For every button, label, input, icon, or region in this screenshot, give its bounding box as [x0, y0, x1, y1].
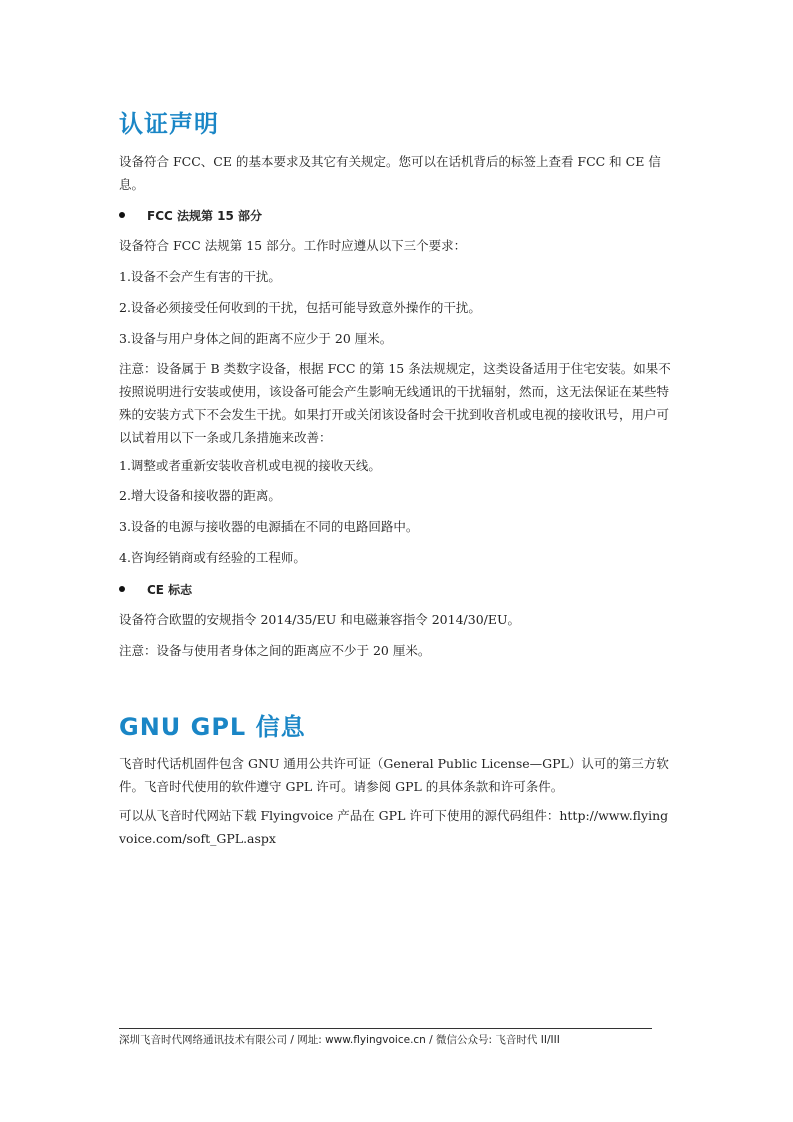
fcc-note-paragraph: 注意：设备属于 B 类数字设备，根据 FCC 的第 15 条法规规定，这类设备适用于住宅安装。如果不按照说明进行安装或使用，该设备可能会产生影响无线通讯的干扰辐射，然而，这无法保证在某些特殊的安装方式下不会发生干扰。如果打开或关闭该设备时会干扰到收音机或电视的接收讯号，用户可以试着用以下一条或几条措施来改善： [119, 361, 671, 445]
measure-item: 4.咨询经销商或有经验的工程师。 [119, 550, 306, 565]
section-title-gpl: GNU GPL 信息 [119, 713, 306, 741]
requirement-item: 1.设备不会产生有害的干扰。 [119, 269, 281, 284]
measure-item: 2.增大设备和接收器的距离。 [119, 488, 281, 503]
fcc-bullet-heading [119, 204, 262, 228]
page-footer: 深圳飞音时代网络通讯技术有限公司 / 网址: www.flyingvoice.cn / 微信公众号: 飞音时代 II/III [119, 1034, 560, 1046]
fcc-heading-text: FCC 法规第 15 部分 [147, 209, 263, 223]
gpl-download-paragraph: 可以从飞音时代网站下载 Flyingvoice 产品在 GPL 许可下使用的源代码组件：http://www.flyingvoice.com/soft_GPL.aspx [119, 808, 669, 846]
footer-divider [119, 1028, 652, 1029]
fcc-paragraph: 设备符合 FCC 法规第 15 部分。工作时应遵从以下三个要求： [119, 238, 467, 253]
ce-bullet-heading [119, 578, 192, 602]
measure-item: 3.设备的电源与接收器的电源插在不同的电路回路中。 [119, 519, 419, 534]
intro-paragraph: 设备符合 FCC、CE 的基本要求及其它有关规定。您可以在话机背后的标签上查看 FCC 和 CE 信息。 [119, 154, 661, 192]
requirement-item: 3.设备与用户身体之间的距离不应少于 20 厘米。 [119, 331, 393, 346]
bullet-icon [119, 586, 125, 592]
bullet-icon [119, 212, 125, 218]
section-title-certification: 认证声明 [119, 110, 219, 138]
ce-paragraph: 设备符合欧盟的安规指令 2014/35/EU 和电磁兼容指令 2014/30/EU。 [119, 612, 521, 627]
ce-note-paragraph: 注意：设备与使用者身体之间的距离应不少于 20 厘米。 [119, 643, 431, 658]
requirement-item: 2.设备必须接受任何收到的干扰，包括可能导致意外操作的干扰。 [119, 300, 481, 315]
gpl-paragraph: 飞音时代话机固件包含 GNU 通用公共许可证（General Public License—GPL）认可的第三方软件。飞音时代使用的软件遵守 GPL 许可。请参阅 GPL 的具体条款和许可条件。 [119, 756, 669, 794]
ce-heading-text: CE 标志 [147, 583, 193, 597]
measure-item: 1.调整或者重新安装收音机或电视的接收天线。 [119, 458, 381, 473]
